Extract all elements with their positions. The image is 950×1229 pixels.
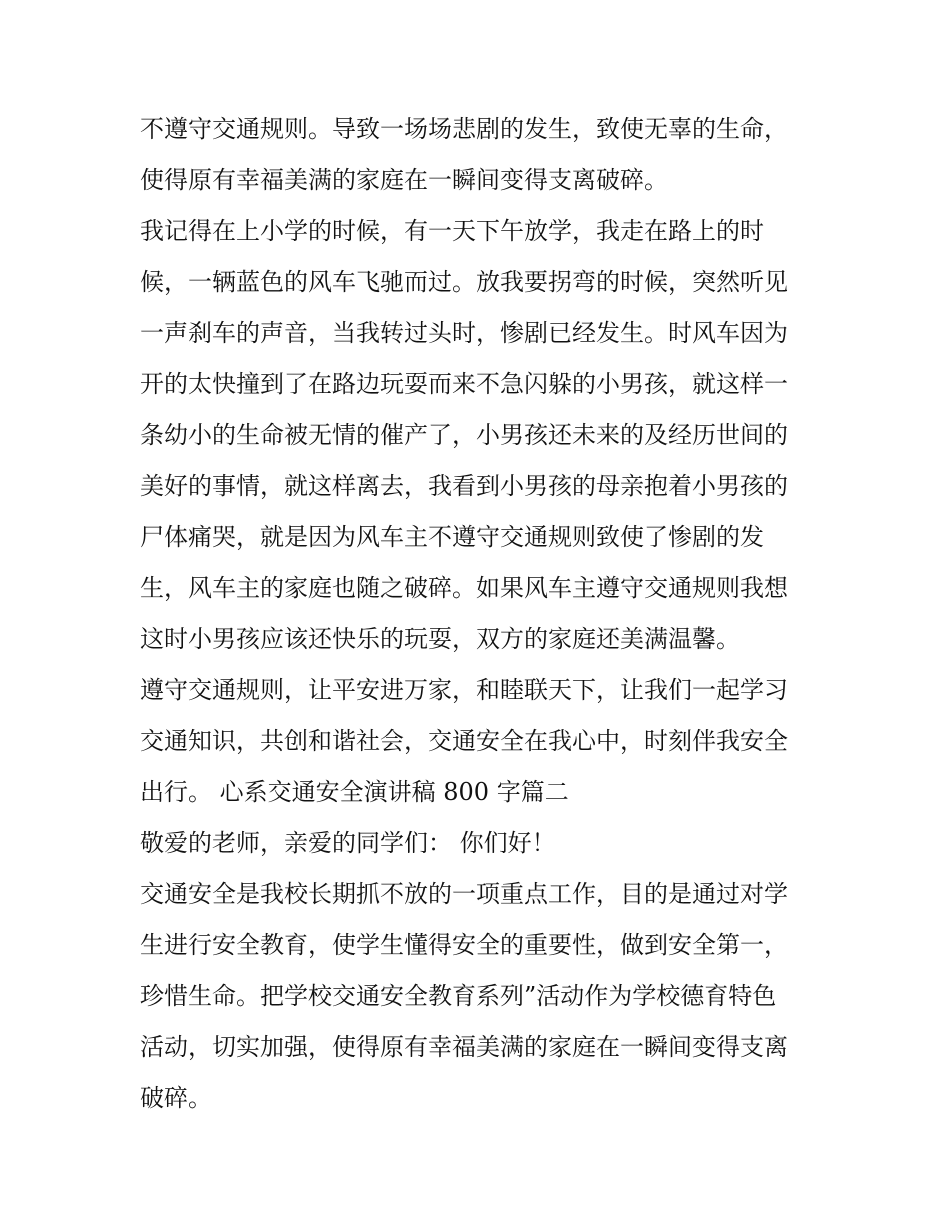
- text-line: 我记得在上小学的时候，有一天下午放学，我走在路上的时: [140, 217, 764, 245]
- text-line: 条幼小的生命被无情的催产了，小男孩还未来的及经历世间的: [140, 421, 788, 449]
- body-text: [140, 104, 830, 1124]
- text-line: 破碎。: [140, 1084, 212, 1112]
- text-line: 不遵守交通规则。导致一场场悲剧的发生，致使无辜的生命，: [140, 115, 788, 143]
- text-line: 珍惜生命。把学校交通安全教育系列”活动作为学校德育特色: [140, 982, 777, 1010]
- text-line: 开的太快撞到了在路边玩耍而来不急闪躲的小男孩，就这样一: [140, 370, 788, 398]
- text-line: 出行。 心系交通安全演讲稿 800 字篇二: [140, 778, 569, 806]
- text-line: 生，风车主的家庭也随之破碎。如果风车主遵守交通规则我想: [140, 574, 788, 602]
- text-line: 美好的事情，就这样离去，我看到小男孩的母亲抱着小男孩的: [140, 472, 788, 500]
- text-line: 候，一辆蓝色的风车飞驰而过。放我要拐弯的时候，突然听见: [140, 268, 788, 296]
- text-line: 遵守交通规则，让平安进万家，和睦联天下，让我们一起学习: [140, 676, 788, 704]
- text-line: 尸体痛哭，就是因为风车主不遵守交通规则致使了惨剧的发: [140, 523, 764, 551]
- text-line: 一声刹车的声音，当我转过头时，惨剧已经发生。时风车因为: [140, 319, 788, 347]
- text-line: 生进行安全教育，使学生懂得安全的重要性，做到安全第一，: [140, 931, 788, 959]
- text-line: 敬爱的老师，亲爱的同学们： 你们好！: [140, 829, 556, 857]
- text-line: 这时小男孩应该还快乐的玩耍，双方的家庭还美满温馨。: [140, 625, 740, 653]
- text-line: 使得原有幸福美满的家庭在一瞬间变得支离破碎。: [140, 166, 668, 194]
- text-line: 交通知识，共创和谐社会，交通安全在我心中，时刻伴我安全: [140, 727, 788, 755]
- text-line: 交通安全是我校长期抓不放的一项重点工作，目的是通过对学: [140, 880, 788, 908]
- text-line: 活动，切实加强，使得原有幸福美满的家庭在一瞬间变得支离: [140, 1033, 788, 1061]
